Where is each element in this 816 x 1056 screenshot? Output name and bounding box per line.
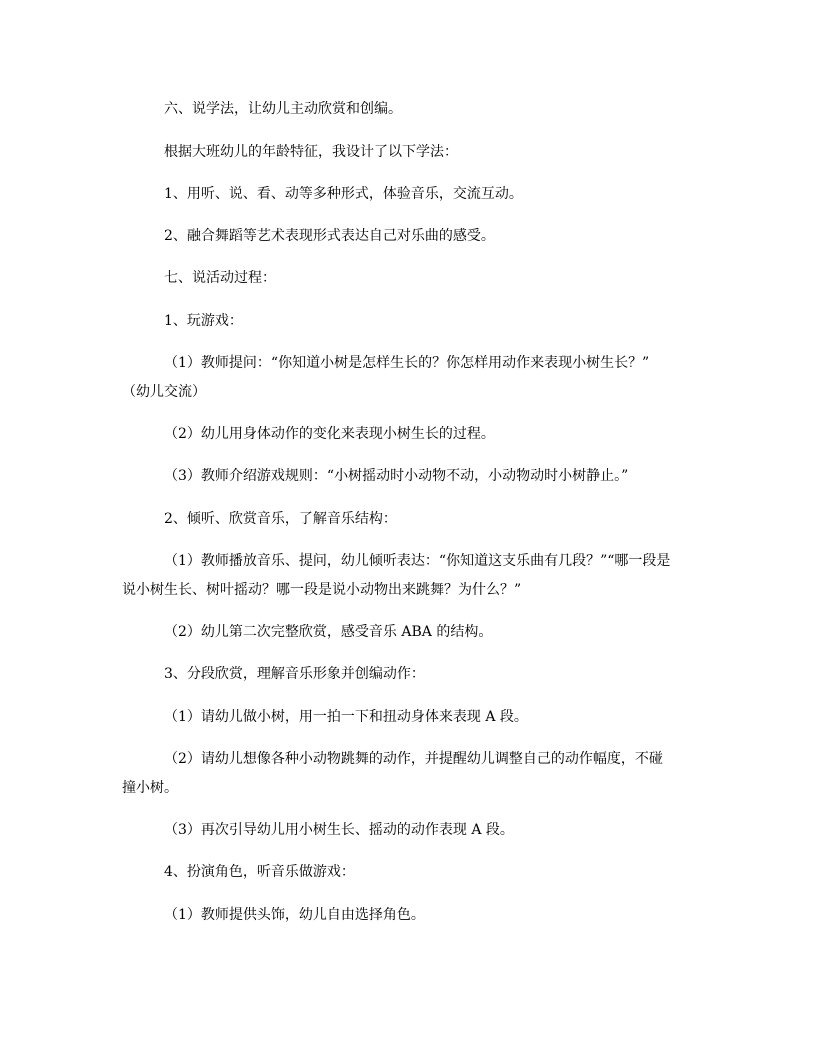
list-item: （3）教师介绍游戏规则：“小树摇动时小动物不动，小动物动时小树静止。” xyxy=(164,468,629,484)
list-item: （1）请幼儿做小树，用一拍一下和扭动身体来表现 A 段。 xyxy=(164,709,528,725)
heading-section-7: 七、说活动过程： xyxy=(164,270,276,286)
list-item: （1）教师提供头饰，幼儿自由选择角色。 xyxy=(164,907,425,923)
subheading: 4、扮演角色，听音乐做游戏： xyxy=(164,864,355,880)
heading-section-6: 六、说学法，让幼儿主动欣赏和创编。 xyxy=(164,101,402,117)
subheading: 2、倾听、欣赏音乐，了解音乐结构： xyxy=(164,511,397,527)
paragraph: 根据大班幼儿的年龄特征，我设计了以下学法： xyxy=(164,144,458,160)
list-item: 2、融合舞蹈等艺术表现形式表达自己对乐曲的感受。 xyxy=(164,228,495,244)
list-item: （2）请幼儿想像各种小动物跳舞的动作，并提醒幼儿调整自己的动作幅度，不碰 xyxy=(164,751,663,767)
list-item: 1、用听、说、看、动等多种形式，体验音乐，交流互动。 xyxy=(164,186,523,202)
list-item: （2）幼儿第二次完整欣赏，感受音乐 ABA 的结构。 xyxy=(164,624,493,640)
list-item: （2）幼儿用身体动作的变化来表现小树生长的过程。 xyxy=(164,426,495,442)
subheading: 3、分段欣赏，理解音乐形象并创编动作： xyxy=(164,666,425,682)
list-item-continuation: （幼儿交流） xyxy=(122,384,206,400)
list-item: （1）教师提问：“你知道小树是怎样生长的？你怎样用动作来表现小树生长？” xyxy=(164,355,650,371)
list-item-continuation: 撞小树。 xyxy=(122,780,178,796)
list-item: （1）教师播放音乐、提问，幼儿倾听表达：“你知道这支乐曲有几段？”“哪一段是 xyxy=(164,553,671,569)
subheading: 1、玩游戏： xyxy=(164,313,243,329)
list-item-continuation: 说小树生长、树叶摇动？哪一段是说小动物出来跳舞？为什么？” xyxy=(122,582,522,598)
list-item: （3）再次引导幼儿用小树生长、摇动的动作表现 A 段。 xyxy=(164,822,514,838)
